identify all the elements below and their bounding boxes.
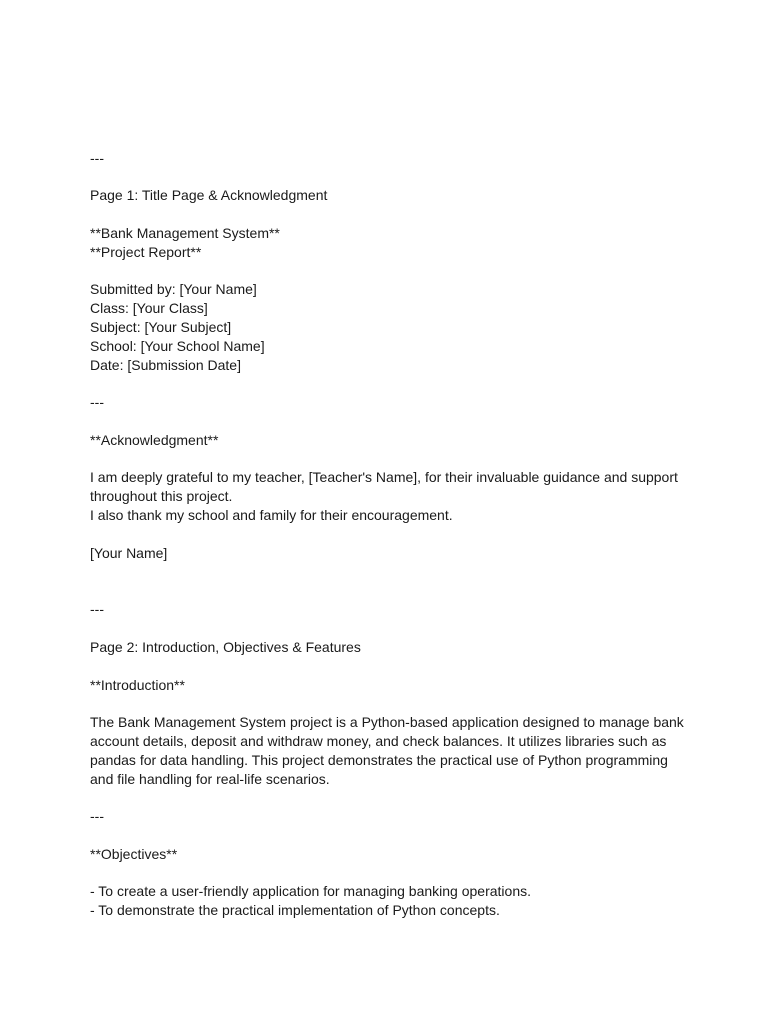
objective-item: - To create a user-friendly application for managing banking operations. — [90, 883, 531, 899]
separator: --- — [90, 150, 104, 166]
objectives-heading: **Objectives** — [90, 846, 178, 862]
submitted-by: Submitted by: [Your Name] — [90, 281, 257, 297]
subject-line: Subject: [Your Subject] — [90, 319, 232, 335]
introduction-line: pandas for data handling. This project demonstrates the practical use of Python programming — [90, 752, 668, 768]
page-2-heading: Page 2: Introduction, Objectives & Features — [90, 639, 361, 655]
report-title: **Bank Management System** — [90, 225, 280, 241]
date-line: Date: [Submission Date] — [90, 357, 241, 373]
school-line: School: [Your School Name] — [90, 338, 265, 354]
separator: --- — [90, 808, 104, 824]
separator: --- — [90, 394, 104, 410]
introduction-line: and file handling for real-life scenarios. — [90, 771, 330, 787]
acknowledgment-heading: **Acknowledgment** — [90, 432, 219, 448]
introduction-line: account details, deposit and withdraw money, and check balances. It utilizes libraries such as — [90, 733, 667, 749]
objective-item: - To demonstrate the practical implementation of Python concepts. — [90, 902, 500, 918]
class-line: Class: [Your Class] — [90, 300, 208, 316]
acknowledgment-line: throughout this project. — [90, 488, 233, 504]
page-1-heading: Page 1: Title Page & Acknowledgment — [90, 187, 328, 203]
separator: --- — [90, 601, 104, 617]
introduction-line: The Bank Management System project is a Python-based application designed to manage bank — [90, 714, 684, 730]
introduction-heading: **Introduction** — [90, 677, 185, 693]
report-subtitle: **Project Report** — [90, 244, 202, 260]
acknowledgment-line: I also thank my school and family for their encouragement. — [90, 507, 453, 523]
signature: [Your Name] — [90, 545, 168, 561]
acknowledgment-line: I am deeply grateful to my teacher, [Teacher's Name], for their invaluable guidance and support — [90, 469, 678, 485]
